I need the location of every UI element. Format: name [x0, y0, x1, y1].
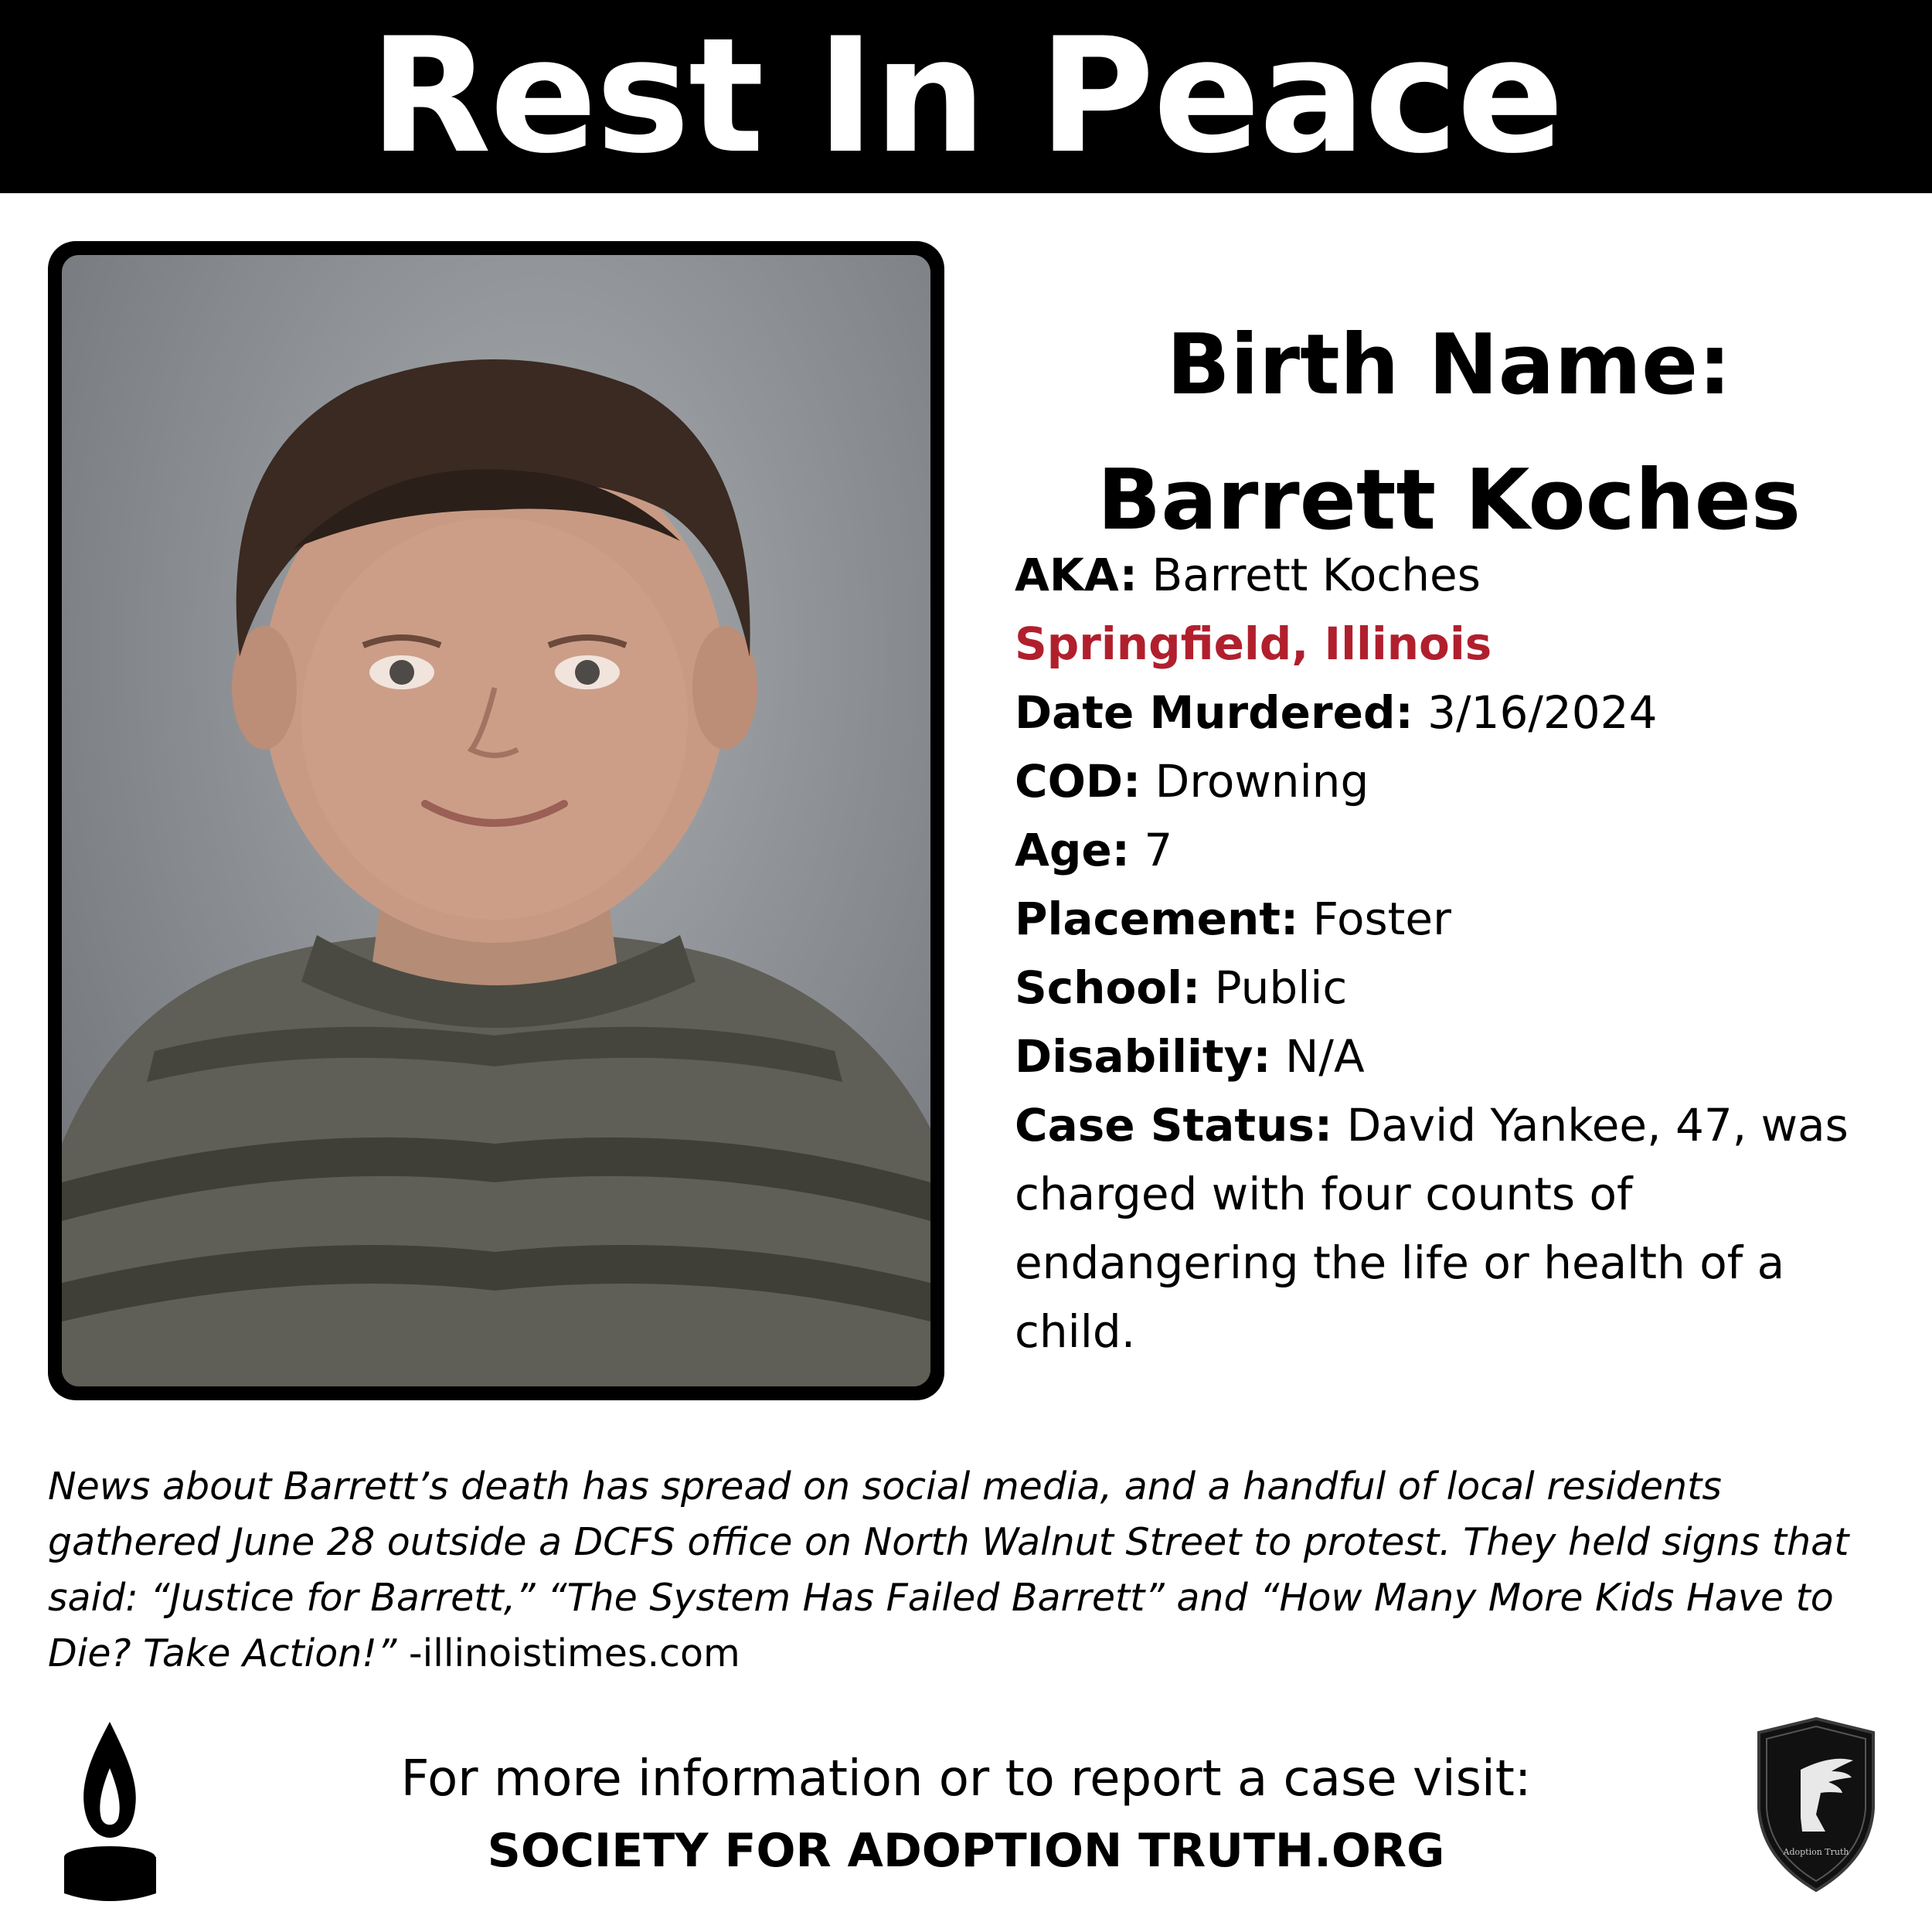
birth-name-block	[974, 298, 1924, 568]
case-status-row	[1015, 1091, 1903, 1366]
date-row	[1015, 679, 1903, 747]
aka-row	[1015, 541, 1903, 610]
portrait-illustration	[62, 255, 930, 1386]
aka-label: AKA:	[1015, 549, 1138, 601]
cod-value: Drowning	[1155, 755, 1369, 808]
footer-info-text: For more information or to report a case visit:	[400, 1750, 1532, 1808]
banner	[0, 0, 1932, 193]
case-status-value: David Yankee, 47, was charged with four counts of endangering the life or health of a child.	[1015, 1099, 1849, 1358]
aka-value: Barrett Koches	[1151, 549, 1481, 601]
age-row	[1015, 816, 1903, 885]
placement-value: Foster	[1312, 893, 1451, 945]
news-quote	[48, 1459, 1903, 1682]
age-value: 7	[1144, 824, 1173, 876]
age-label: Age:	[1015, 824, 1130, 876]
disability-value: N/A	[1285, 1030, 1365, 1083]
school-label: School:	[1015, 961, 1201, 1014]
school-row	[1015, 954, 1903, 1022]
cod-label: COD:	[1015, 755, 1141, 808]
banner-title: Rest In Peace	[369, 4, 1563, 189]
location: Springfield, Illinois	[1015, 617, 1492, 670]
shield-logo-text: Adoption Truth	[1783, 1847, 1849, 1857]
placement-row	[1015, 885, 1903, 954]
disability-label: Disability:	[1015, 1030, 1271, 1083]
facts-list	[1015, 541, 1903, 1366]
footer-website-link[interactable]: SOCIETY FOR ADOPTION TRUTH.ORG	[487, 1824, 1445, 1878]
cod-row	[1015, 747, 1903, 816]
shield-logo-icon	[1754, 1716, 1878, 1893]
portrait-frame	[48, 241, 944, 1400]
disability-row	[1015, 1022, 1903, 1091]
quote-source: -illinoistimes.com	[396, 1631, 740, 1675]
case-status-label: Case Status:	[1015, 1099, 1333, 1151]
portrait-photo	[62, 255, 930, 1386]
date-label: Date Murdered:	[1015, 686, 1413, 739]
birth-name-label: Birth Name:	[1166, 317, 1732, 413]
date-value: 3/16/2024	[1427, 686, 1658, 739]
quote-text: News about Barrett’s death has spread on social media, and a handful of local residents gathered June 28 outside a DCFS office on North Walnut Street to protest. They held signs that said: “Justice for Barrett,” “The System Has Failed Barrett” and “How Many More Kids Have to Die? Take Action!”	[48, 1464, 1849, 1675]
school-value: Public	[1214, 961, 1348, 1014]
candle-icon	[58, 1714, 162, 1907]
placement-label: Placement:	[1015, 893, 1299, 945]
birth-name: Barrett Koches	[1097, 452, 1801, 549]
